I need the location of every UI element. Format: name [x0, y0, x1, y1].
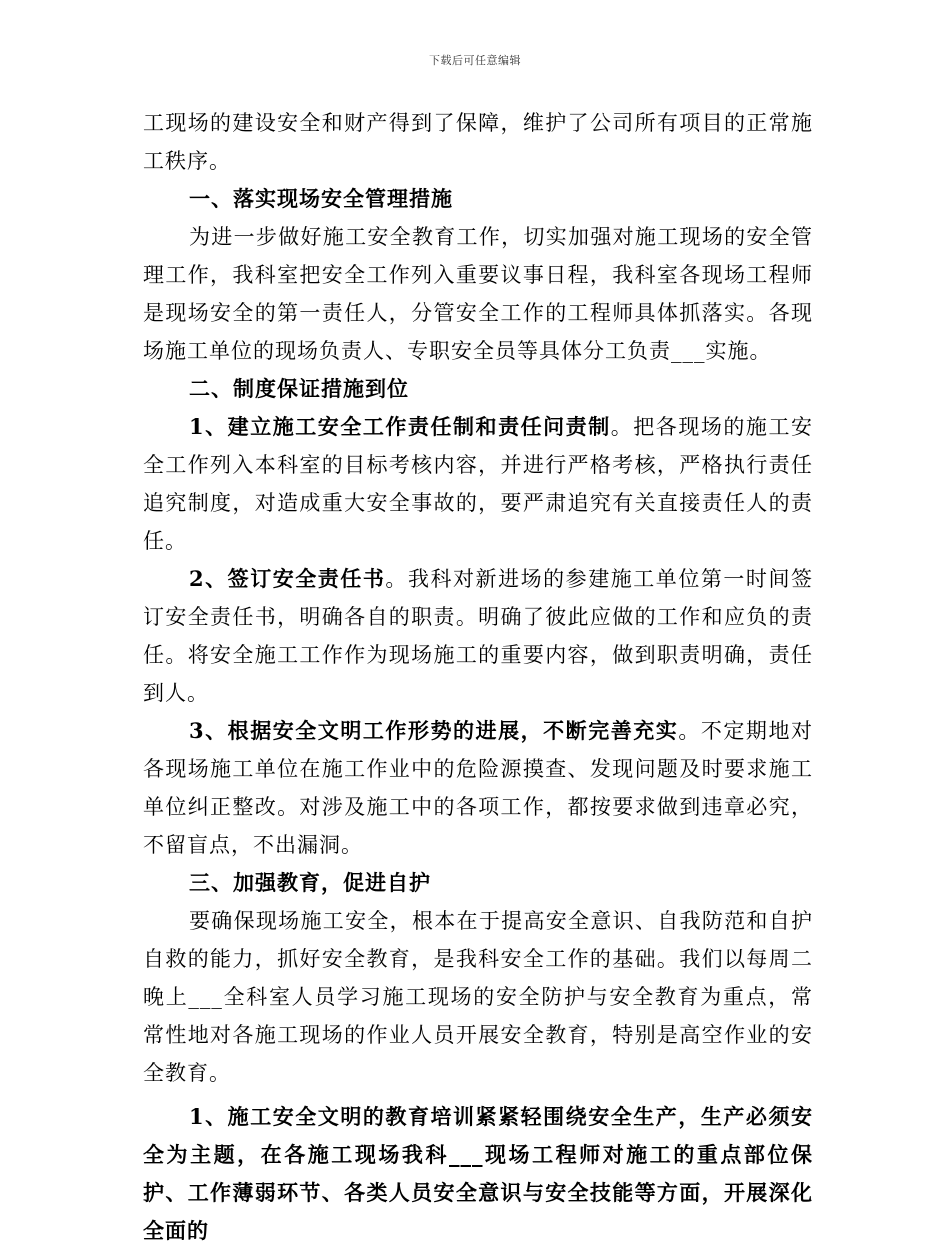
section-heading-2: 二、制度保证措施到位: [189, 376, 409, 401]
section-heading-3: 三、加强教育，促进自护: [189, 870, 431, 895]
paragraph-continuation: 工现场的建设安全和财产得到了保障，维护了公司所有项目的正常施工秩序。: [143, 111, 813, 173]
page-header: 下载后可任意编辑: [429, 54, 521, 67]
paragraph-lead: 1、建立施工安全工作责任制和责任问责制: [189, 414, 611, 439]
paragraph-rest: 。不定期地对各现场施工单位在施工作业中的危险源摸查、发现问题及时要求施工单位纠正整改。对涉及施工中的各项工作，都按要求做到违章必究，不留盲点，不出漏洞。: [143, 719, 813, 857]
paragraph-responsibility-letter: [143, 560, 813, 712]
document-body: [143, 104, 813, 1250]
paragraph-rest: 。我科对新进场的参建施工单位第一时间签订安全责任书，明确各自的职责。明确了彼此应做的工作和应负的责任。将安全施工工作作为现场施工的重要内容，做到职责明确，责任到人。: [143, 567, 813, 705]
paragraph-responsibility-system: [143, 408, 813, 560]
paragraph-safety-management: 为进一步做好施工安全教育工作，切实加强对施工现场的安全管理工作，我科室把安全工作列入重要议事日程，我科室各现场工程师是现场安全的第一责任人，分管安全工作的工程师具体抓落实。各现场施工单位的现场负责人、专职安全员等具体分工负责___实施。: [143, 225, 813, 363]
paragraph-rest: 。把各现场的施工安全工作列入本科室的目标考核内容，并进行严格考核，严格执行责任追究制度，对造成重大安全事故的，要严肃追究有关直接责任人的责任。: [143, 415, 813, 553]
paragraph-improvement: [143, 712, 813, 864]
paragraph-lead: 2、签订安全责任书: [189, 566, 386, 591]
paragraph-training: 1、施工安全文明的教育培训紧紧轻围绕安全生产，生产必须安全为主题，在各施工现场我科___现场工程师对施工的重点部位保护、工作薄弱环节、各类人员安全意识与安全技能等方面，开展深化全面的: [143, 1104, 813, 1243]
section-heading-1: 一、落实现场安全管理措施: [189, 186, 453, 211]
paragraph-education: 要确保现场施工安全，根本在于提高安全意识、自我防范和自护自救的能力，抓好安全教育，是我科安全工作的基础。我们以每周二晚上___全科室人员学习施工现场的安全防护与安全教育为重点，常常性地对各施工现场的作业人员开展安全教育，特别是高空作业的安全教育。: [143, 909, 813, 1085]
paragraph-lead: 3、根据安全文明工作形势的进展，不断完善充实: [189, 718, 679, 743]
